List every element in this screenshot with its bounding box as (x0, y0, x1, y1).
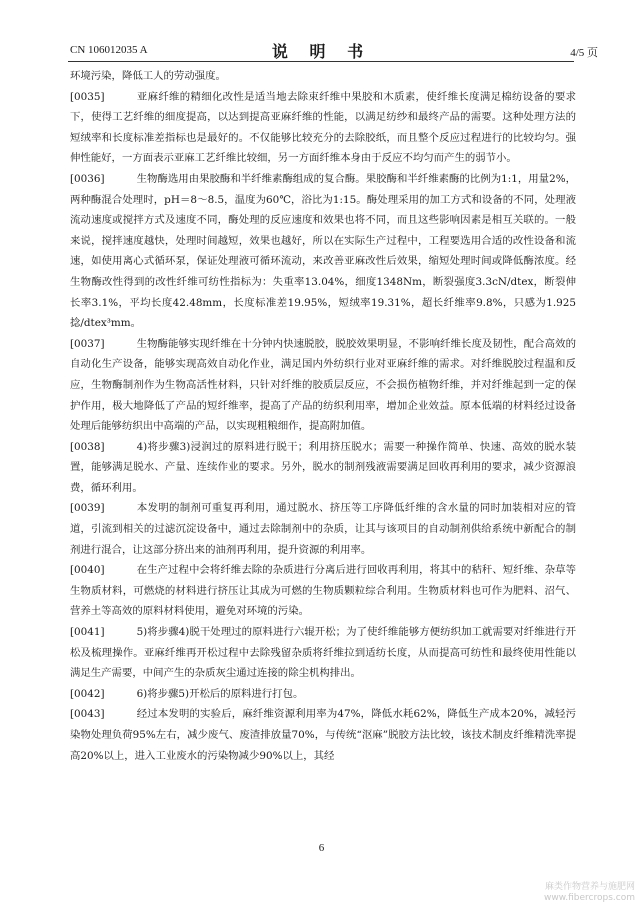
paragraph-0035 (70, 87, 576, 169)
paragraph-0038 (70, 437, 576, 499)
paragraph-0043 (70, 704, 576, 766)
paragraph-number: [0042] (70, 687, 105, 700)
paragraph-number: [0038] (70, 440, 105, 453)
paragraph-number: [0039] (70, 502, 105, 515)
watermark-line-1: 麻类作物营养与施肥网 (544, 882, 635, 892)
paragraph-0041 (70, 622, 576, 684)
paragraph-0036 (70, 169, 576, 334)
page-number: 6 (318, 842, 325, 854)
paragraph-number: [0036] (70, 172, 105, 185)
paragraph-number: [0035] (70, 90, 105, 103)
paragraph-number: [0037] (70, 337, 105, 350)
watermark-line-2: www.fibercrops.com (544, 893, 635, 903)
publication-number: CN 106012035 A (70, 44, 148, 56)
paragraph-text: 经过本发明的实验后，麻纤维资源利用率为47%，降低水耗62%，降低生产成本20%，减轻污染物处理负荷95%左右，减少废气、废渣排放量70%，与传统“沤麻”脱胶方法比较，该技术制皮纤维精洗率提高20%以上，进入工业废水的污染物减少90%以上，其经 (70, 708, 576, 762)
paragraph-number: [0040] (70, 564, 105, 577)
paragraph-text: 6)将步骤5)开松后的原料进行打包。 (136, 687, 304, 700)
paragraph-number: [0041] (70, 626, 105, 639)
paragraph-0040 (70, 560, 576, 622)
paragraph-0039 (70, 498, 576, 560)
paragraph-text: 4)将步骤3)浸润过的原料进行脱干；利用挤压脱水；需要一种操作简单、快速、高效的脱水装置，能够满足脱水、产量、连续作业的要求。另外，脱水的制剂残液需要满足回收再利用的要求，减少资源浪费，循环利用。 (70, 440, 576, 494)
page-header (0, 42, 643, 62)
document-body (70, 66, 576, 766)
paragraph-text: 本发明的制剂可重复再利用，通过脱水、挤压等工序降低纤维的含水量的同时加装相对应的管道，引流到相关的过滤沉淀设备中，通过去除制剂中的杂质，让其与该项目的自动制剂供给系统中新配合的制剂进行混合，让这部分挤出来的油剂再利用，提升资源的利用率。 (70, 502, 576, 556)
paragraph-text: 在生产过程中会将纤维去除的杂质进行分离后进行回收再利用，将其中的秸秆、短纤维、杂草等生物质材料，可燃烧的材料进行挤压让其成为可燃的生物质颗粒综合利用。生物质材料也可作为肥料、沼气、营养土等高效的原料材料使用，避免对环境的污染。 (70, 564, 576, 618)
header-rule (68, 61, 574, 62)
paragraph-text: 亚麻纤维的精细化改性是适当地去除束纤维中果胶和木质素，使纤维长度满足棉纺设备的要求下，使得工艺纤维的细度提高，以达到提高亚麻纤维的性能，以满足纺纱和最终产品的需要。这种处理方法的短绒率和长度标准差指标也是最好的。不仅能够比较充分的去除胶纸，而且整个反应过程进行的比较均匀。强伸性能好，一方面表示亚麻工艺纤维比较细，另一方面纤维本身由于反应不均匀而产生的弱节小。 (70, 90, 576, 165)
paragraph-number: [0043] (70, 708, 105, 721)
watermark (544, 882, 635, 904)
continuation-text: 环境污染，降低工人的劳动强度。 (70, 70, 226, 82)
page-indicator: 4/5 页 (570, 47, 598, 59)
paragraph-text: 5)将步骤4)脱干处理过的原料进行六辊开松；为了使纤维能够方便纺织加工就需要对纤维进行开松及梳理操作。亚麻纤维再开松过程中去除残留杂质将纤维拉到适纺长度，从而提高可纺性和最终使用性能以满足生产需要，中间产生的杂质灰尘通过连接的除尘机构排出。 (70, 626, 576, 680)
paragraph-text: 生物酶选用由果胶酶和半纤维素酶组成的复合酶。果胶酶和半纤维素酶的比例为1:1，用量2%，两种酶混合处理时，pH＝8～8.5，温度为60℃，浴比为1:15。酶处理采用的加工方式和设备的不同，处理液流动速度或搅拌方式及速度不同，酶处理的反应速度和效果也将不同，而且这些影响因素是相互关联的。一般来说，搅拌速度越快，处理时间越短，效果也越好，所以在实际生产过程中，工程要选用合适的改性设备和流速，如使用离心式循环泵，保证处理液可循环流动，来改善亚麻改性后效果，缩短处理时间或降低酶浓度。经生物酶改性得到的改性纤维可纺性指标为：失重率13.04%，细度1348Nm，断裂强度3.3cN/dtex，断裂伸长率3.1%，平均长度42.48mm，长度标准差19.95%，短绒率19.31%，超长纤维率9.8%，只感为1.925捻/dtex³mm。 (70, 172, 576, 330)
paragraph-text: 生物酶能够实现纤维在十分钟内快速脱胶，脱胶效果明显，不影响纤维长度及韧性，配合高效的自动化生产设备，能够实现高效自动化作业，满足国内外纺织行业对亚麻纤维的需求。对纤维脱胶过程温和反应，生物酶制剂作为生物高活性材料，只针对纤维的胶质层反应，不会损伤植物纤维，并对纤维起到一定的保护作用，极大地降低了产品的短纤维率，提高了产品的纺织利用率，增加企业效益。原本低端的材料经过设备处理后能够纺织出中高端的产品，以实现粗粮细作，提高附加值。 (70, 337, 576, 433)
document-title: 说 明 书 (271, 42, 372, 61)
paragraph-0042 (70, 684, 576, 705)
paragraph-0037 (70, 334, 576, 437)
